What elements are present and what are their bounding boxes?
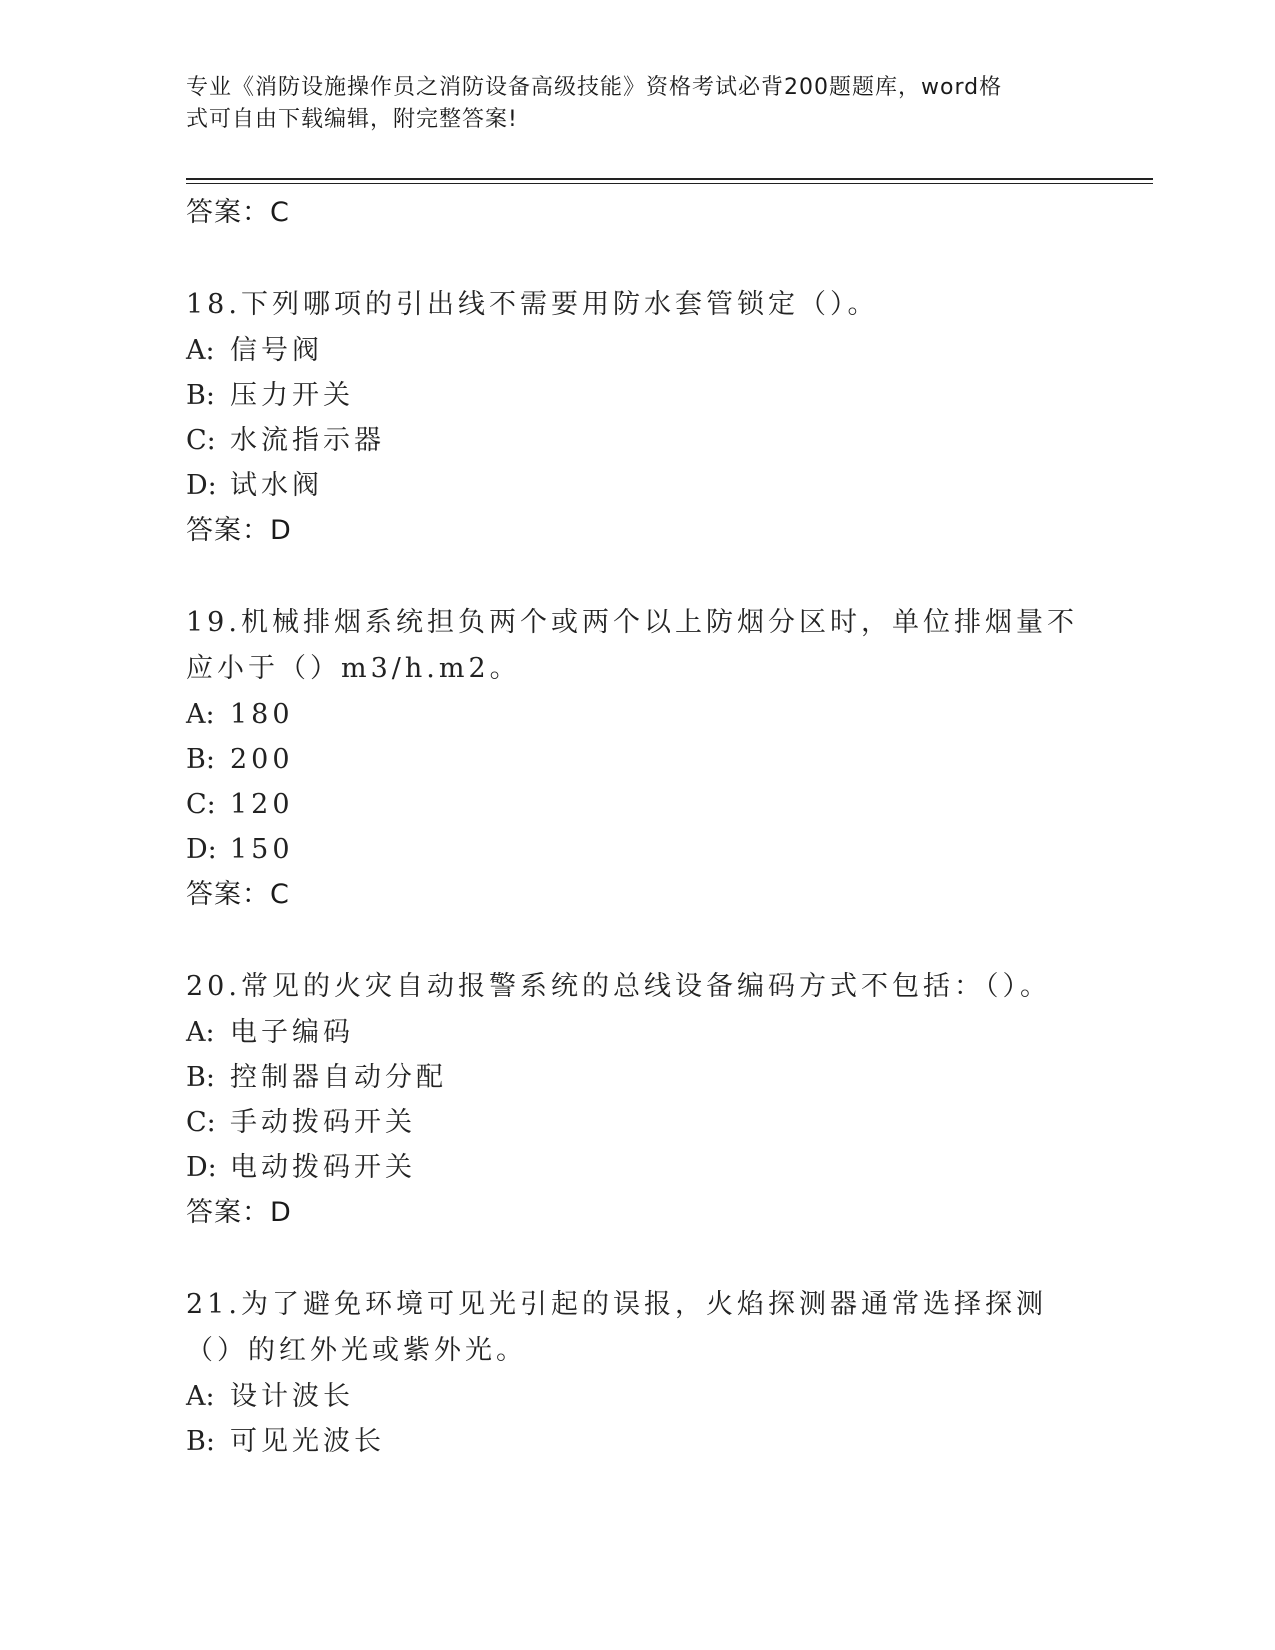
option-letter: A: bbox=[186, 1017, 215, 1048]
option-a bbox=[186, 1010, 1086, 1055]
option-b bbox=[186, 373, 1086, 418]
option-letter: A: bbox=[186, 1381, 215, 1412]
option-text: 可见光波长 bbox=[230, 1426, 385, 1457]
option-letter: A: bbox=[186, 335, 215, 366]
question-text bbox=[186, 282, 1086, 328]
question-number: 20. bbox=[186, 971, 241, 1002]
option-a bbox=[186, 692, 1086, 737]
option-letter: B: bbox=[186, 1426, 215, 1457]
option-text: 设计波长 bbox=[230, 1381, 354, 1412]
header-divider-thick bbox=[186, 178, 1153, 180]
option-text: 信号阀 bbox=[230, 335, 323, 366]
header-line-1: 专业《消防设施操作员之消防设备高级技能》资格考试必背200题题库，word格 bbox=[186, 75, 1003, 100]
option-text: 控制器自动分配 bbox=[230, 1062, 447, 1093]
answer-line: 答案：D bbox=[186, 515, 292, 546]
option-a bbox=[186, 1374, 1086, 1419]
header-line-2: 式可自由下载编辑，附完整答案! bbox=[186, 107, 518, 132]
option-b bbox=[186, 1419, 1086, 1464]
option-text: 180 bbox=[230, 699, 294, 730]
option-text: 手动拨码开关 bbox=[230, 1107, 416, 1138]
option-text: 压力开关 bbox=[230, 380, 354, 411]
option-letter: B: bbox=[186, 1062, 215, 1093]
option-letter: B: bbox=[186, 744, 215, 775]
question-text bbox=[186, 964, 1086, 1010]
option-letter: B: bbox=[186, 380, 215, 411]
option-letter: C: bbox=[186, 425, 216, 456]
option-letter: D: bbox=[186, 470, 217, 501]
answer-line: 答案：C bbox=[186, 197, 290, 228]
question-list bbox=[186, 190, 1086, 1464]
question-body: 为了避免环境可见光引起的误报，火焰探测器通常选择探测（）的红外光或紫外光。 bbox=[186, 1289, 1047, 1366]
option-letter: D: bbox=[186, 834, 217, 865]
option-text: 水流指示器 bbox=[230, 425, 385, 456]
option-text: 试水阀 bbox=[230, 470, 323, 501]
option-text: 电子编码 bbox=[230, 1017, 354, 1048]
option-d bbox=[186, 1145, 1086, 1190]
option-c bbox=[186, 1100, 1086, 1145]
option-letter: C: bbox=[186, 1107, 216, 1138]
question-text bbox=[186, 1282, 1086, 1374]
question-number: 21. bbox=[186, 1289, 241, 1320]
question-body: 机械排烟系统担负两个或两个以上防烟分区时，单位排烟量不应小于（）m3/h.m2。 bbox=[186, 607, 1078, 684]
option-d bbox=[186, 463, 1086, 508]
option-letter: A: bbox=[186, 699, 215, 730]
option-b bbox=[186, 1055, 1086, 1100]
question-number: 18. bbox=[186, 289, 241, 320]
option-text: 电动拨码开关 bbox=[230, 1152, 416, 1183]
option-c bbox=[186, 782, 1086, 827]
option-letter: C: bbox=[186, 789, 216, 820]
question-item bbox=[186, 600, 1086, 918]
answer-line: 答案：D bbox=[186, 1197, 292, 1228]
question-item bbox=[186, 282, 1086, 554]
option-letter: D: bbox=[186, 1152, 217, 1183]
question-item bbox=[186, 964, 1086, 1236]
header-divider-thin bbox=[186, 183, 1153, 184]
option-a bbox=[186, 328, 1086, 373]
option-c bbox=[186, 418, 1086, 463]
question-item bbox=[186, 1282, 1086, 1464]
option-text: 120 bbox=[230, 789, 294, 820]
option-text: 150 bbox=[230, 834, 294, 865]
question-body: 常见的火灾自动报警系统的总线设备编码方式不包括：（）。 bbox=[240, 971, 1051, 1002]
option-b bbox=[186, 737, 1086, 782]
question-text bbox=[186, 600, 1086, 692]
document-header bbox=[186, 72, 1086, 136]
option-d bbox=[186, 827, 1086, 872]
option-text: 200 bbox=[230, 744, 294, 775]
question-number: 19. bbox=[186, 607, 241, 638]
answer-line: 答案：C bbox=[186, 879, 290, 910]
question-body: 下列哪项的引出线不需要用防水套管锁定（）。 bbox=[240, 289, 879, 320]
